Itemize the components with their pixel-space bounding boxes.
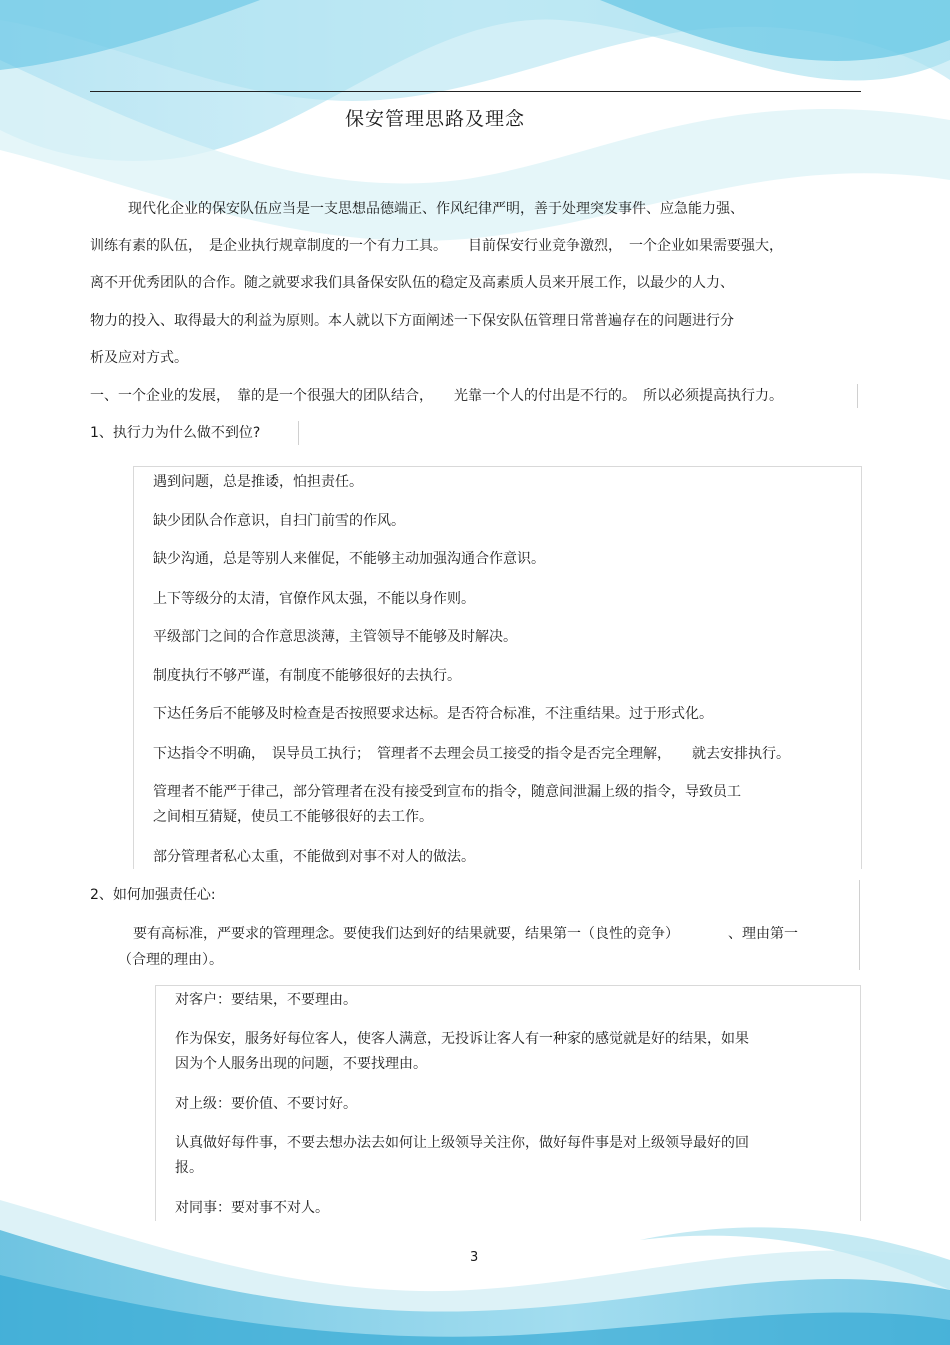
list-item: 管理者不能严于律己，部分管理者在没有接受到宣布的指令，随意间泄漏上级的指令，导致员工 [153, 784, 741, 800]
list-item: 下达任务后不能够及时检查是否按照要求达标。是否符合标准，不注重结果。过于形式化。 [153, 706, 713, 722]
list-item: 对客户：要结果，不要理由。 [175, 992, 357, 1008]
list-item: 制度执行不够严谨，有制度不能够很好的去执行。 [153, 668, 461, 684]
text-frame-edge [298, 421, 299, 445]
intro-line: 物力的投入、取得最大的利益为原则。本人就以下方面阐述一下保安队伍管理日常普遍存在的问题进行分 [90, 313, 734, 329]
page-number: 3 [470, 1250, 479, 1265]
list-item: 对上级：要价值、不要讨好。 [175, 1096, 357, 1112]
header-rule [90, 91, 861, 92]
intro-line: 训练有素的队伍， 是企业执行规章制度的一个有力工具。 目前保安行业竞争激烈， 一个企业如果需要强大， [90, 238, 783, 254]
text-frame-edge [857, 384, 858, 408]
list-item: 作为保安，服务好每位客人，使客人满意，无投诉让客人有一种家的感觉就是好的结果，如果 [175, 1031, 749, 1047]
intro-line: 析及应对方式。 [90, 350, 188, 366]
paragraph-line: （合理的理由）。 [118, 952, 223, 968]
list-item: 平级部门之间的合作意思淡薄，主管领导不能够及时解决。 [153, 629, 517, 645]
page-title: 保安管理思路及理念 [345, 108, 526, 130]
intro-line: 现代化企业的保安队伍应当是一支思想品德端正、作风纪律严明，善于处理突发事件、应急能力强、 [128, 201, 744, 217]
list-item: 部分管理者私心太重，不能做到对事不对人的做法。 [153, 849, 475, 865]
list-item: 因为个人服务出现的问题，不要找理由。 [175, 1056, 427, 1072]
list-item: 下达指令不明确， 误导员工执行； 管理者不去理会员工接受的指令是否完全理解， 就去安排执行。 [153, 746, 790, 762]
section-heading: 一、一个企业的发展， 靠的是一个很强大的团队结合， 光靠一个人的付出是不行的。 所以必须提高执行力。 [90, 388, 783, 404]
list-item: 对同事：要对事不对人。 [175, 1200, 329, 1216]
subsection-heading: 1、执行力为什么做不到位? [90, 425, 261, 441]
intro-line: 离不开优秀团队的合作。随之就要求我们具备保安队伍的稳定及高素质人员来开展工作，以最少的人力、 [90, 275, 734, 291]
text-frame-edge [859, 880, 860, 970]
list-item: 上下等级分的太清，官僚作风太强，不能以身作则。 [153, 591, 475, 607]
list-item: 认真做好每件事，不要去想办法去如何让上级领导关注你，做好每件事是对上级领导最好的回 [175, 1135, 749, 1151]
list-item: 遇到问题，总是推诿，怕担责任。 [153, 474, 363, 490]
list-item: 之间相互猜疑，使员工不能够很好的去工作。 [153, 809, 433, 825]
list-item: 报。 [175, 1160, 203, 1176]
list-item: 缺少团队合作意识，自扫门前雪的作风。 [153, 513, 405, 529]
paragraph-line: 要有高标准，严要求的管理理念。要使我们达到好的结果就要，结果第一（良性的竞争） 、理由第一 [133, 926, 798, 942]
subsection-heading: 2、如何加强责任心: [90, 887, 216, 903]
list-item: 缺少沟通，总是等别人来催促，不能够主动加强沟通合作意识。 [153, 551, 545, 567]
